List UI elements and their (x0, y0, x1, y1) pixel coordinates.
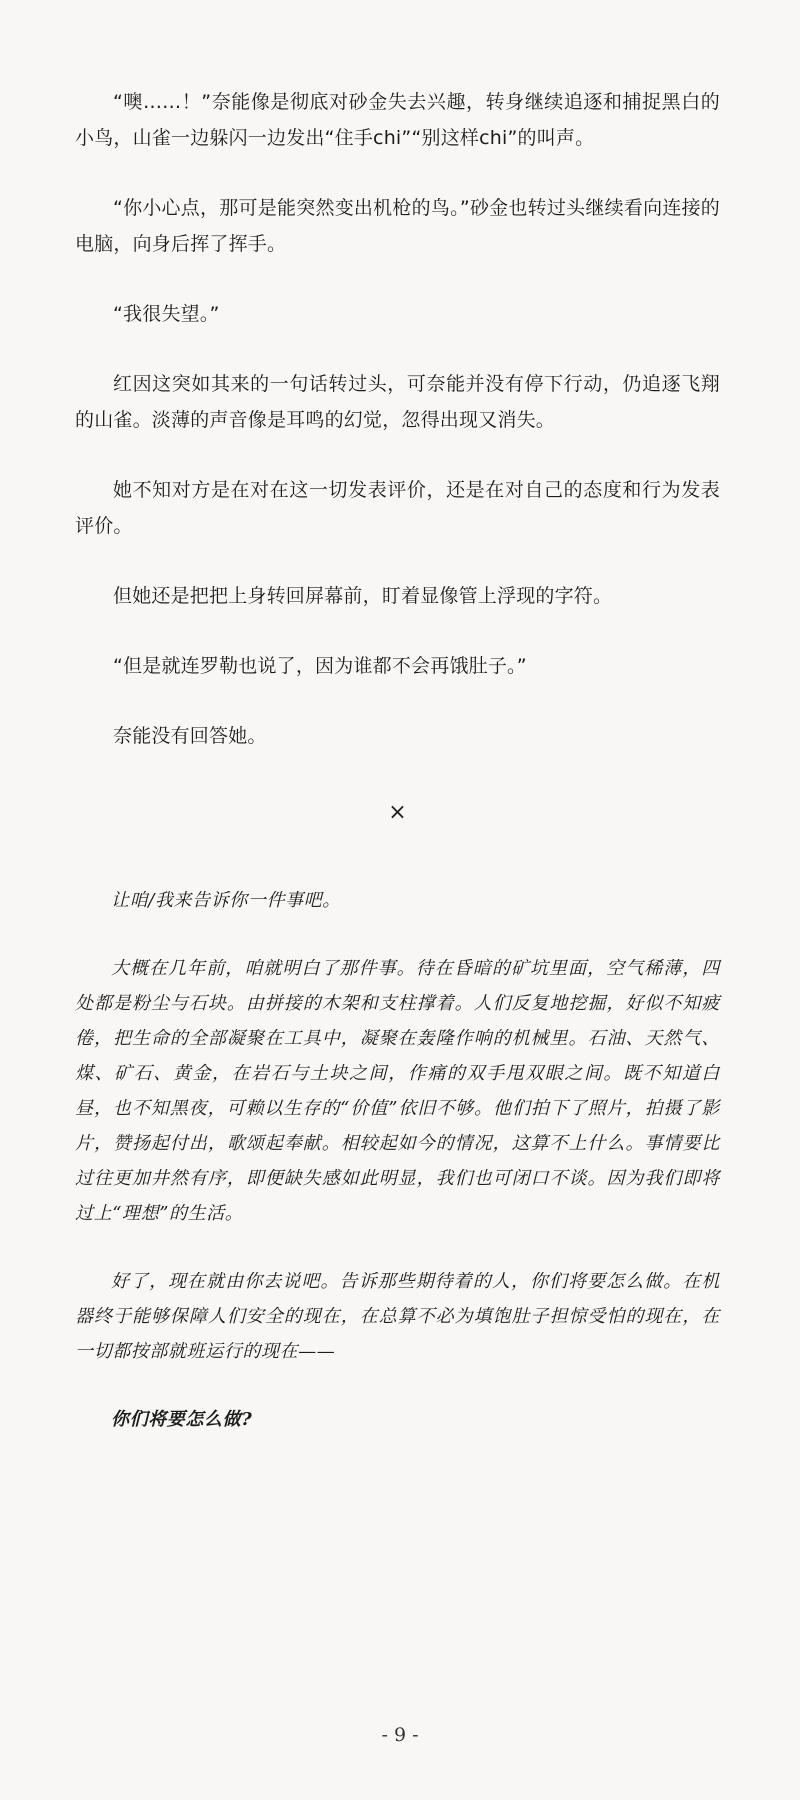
closing-question: 你们将要怎么做? (111, 1409, 253, 1430)
paragraph: 她不知对方是在对在这一切发表评价，还是在对自己的态度和行为发表评价。 (75, 479, 720, 537)
italic-paragraph: 好了，现在就由你去说吧。告诉那些期待着的人，你们将要怎么做。在机器终于能够保障人们安全的现在，在总算不必为填饱肚子担惊受怕的现在，在一切都按部就班运行的现在—— (75, 1271, 720, 1362)
paragraph: 奈能没有回答她。 (113, 725, 267, 747)
paragraph: “你小心点，那可是能突然变出机枪的鸟。”砂金也转过头继续看向连接的电脑，向身后挥了挥手。 (75, 197, 720, 255)
paragraph: 但她还是把把上身转回屏幕前，盯着显像管上浮现的字符。 (113, 585, 613, 607)
paragraph: “但是就连罗勒也说了，因为谁都不会再饿肚子。” (113, 655, 527, 677)
italic-paragraph: 大概在几年前，咱就明白了那件事。待在昏暗的矿坑里面，空气稀薄，四处都是粉尘与石块。由拼接的木架和支柱撑着。人们反复地挖掘，好似不知疲倦，把生命的全部凝聚在工具中，凝聚在轰隆作响的机械里。石油、天然气、煤、矿石、黄金，在岩石与土块之间，作痛的双手甩双眼之间。既不知道白昼，也不知黑夜，可赖以生存的“价值”依旧不够。他们拍下了照片，拍摄了影片，赞扬起付出，歌颂起奉献。相较起如今的情况，这算不上什么。事情要比过往更加井然有序，即便缺失感如此明显，我们也可闭口不谈。因为我们即将过上“理想”的生活。 (75, 958, 720, 1224)
paragraph: “我很失望。” (113, 303, 220, 325)
paragraph: 红因这突如其来的一句话转过头，可奈能并没有停下行动，仍追逐飞翔的山雀。淡薄的声音像是耳鸣的幻觉，忽得出现又消失。 (75, 373, 720, 431)
section-separator: × (388, 800, 407, 825)
italic-paragraph: 让咱/我来告诉你一件事吧。 (111, 890, 341, 911)
paragraph: “噢……！”奈能像是彻底对砂金失去兴趣，转身继续追逐和捕捉黑白的小鸟，山雀一边躲闪一边发出“住手chi”“别这样chi”的叫声。 (75, 91, 720, 149)
page-content (75, 84, 720, 1470)
page-number: - 9 - (381, 1724, 419, 1746)
